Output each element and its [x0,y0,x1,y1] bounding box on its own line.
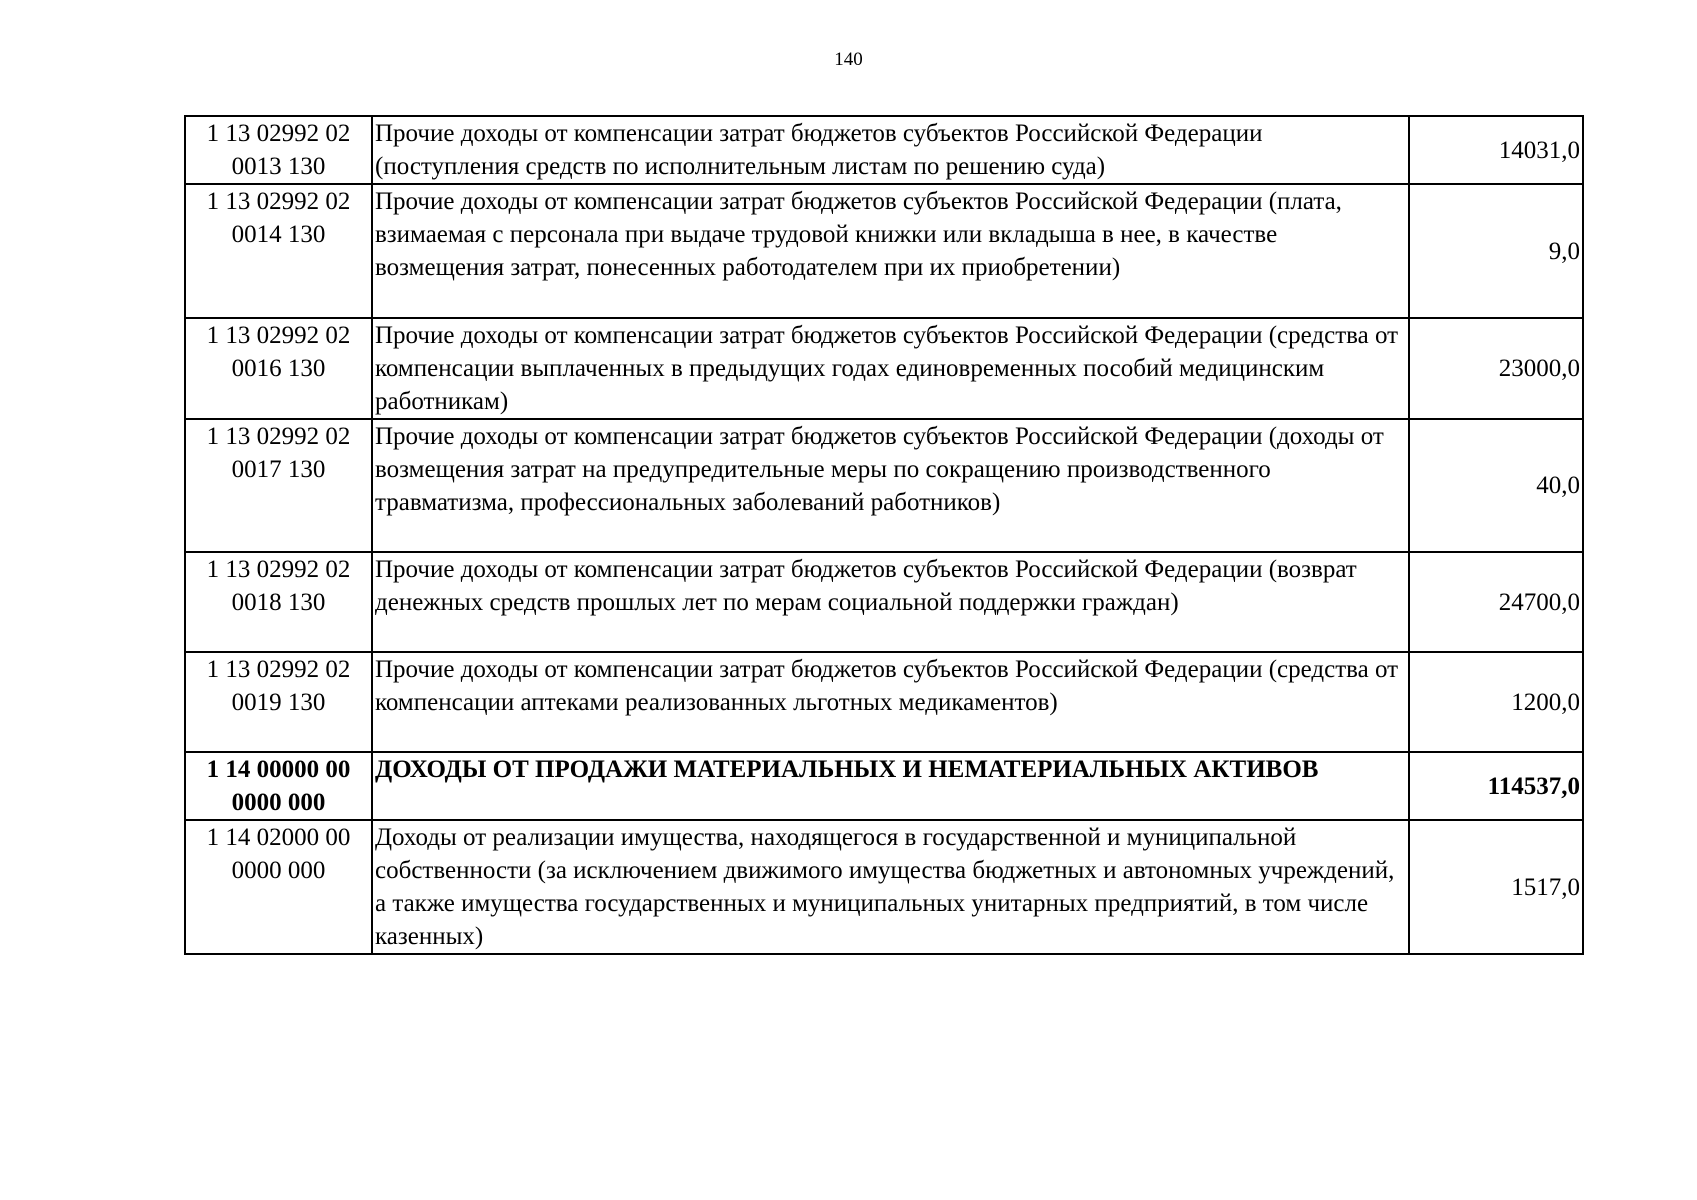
description-cell [372,184,1409,318]
description-text: Прочие доходы от компенсации затрат бюджетов субъектов Российской Федерации (плата, взимаемая с персонала при выдаче трудовой книжки или вкладыша в нее, в качестве возмещения затрат, понесенных работодателем при их приобретении) [375,188,1342,281]
budget-code-line: 0014 130 [231,221,326,248]
description-cell [372,820,1409,954]
amount-cell: 24700,0 [1409,552,1583,652]
description-cell [372,552,1409,652]
table-row [185,820,1583,954]
budget-code-line: 0016 130 [231,355,326,382]
description-text: Доходы от реализации имущества, находящегося в государственной и муниципальной собственности (за исключением движимого имущества бюджетных и автономных учреждений, а также имущества государственных и муниципальных унитарных предприятий, в том числе казенных) [375,824,1395,950]
budget-code-line: 1 13 02992 02 [206,556,351,583]
amount-cell: 114537,0 [1409,752,1583,820]
amount-cell: 23000,0 [1409,318,1583,419]
revenue-table-body [185,116,1583,954]
description-cell [372,419,1409,552]
budget-code-line: 1 14 02000 00 [206,824,351,851]
amount-cell: 1517,0 [1409,820,1583,954]
budget-code-line: 0000 000 [231,789,326,816]
table-row [185,652,1583,752]
description-text: Прочие доходы от компенсации затрат бюджетов субъектов Российской Федерации (средства от компенсации выплаченных в предыдущих годах единовременных пособий медицинским работникам) [375,322,1399,415]
description-cell [372,752,1409,820]
budget-code-cell [185,318,372,419]
revenue-table [184,115,1584,955]
amount-cell: 1200,0 [1409,652,1583,752]
budget-code-line: 0018 130 [231,589,326,616]
budget-code-line: 0019 130 [231,689,326,716]
amount-cell: 9,0 [1409,184,1583,318]
description-cell [372,652,1409,752]
budget-code-line: 1 14 00000 00 [206,756,351,783]
table-row-section-total [185,752,1583,820]
page-number: 140 [834,49,863,70]
description-text: Прочие доходы от компенсации затрат бюджетов субъектов Российской Федерации (средства от компенсации аптеками реализованных льготных медикаментов) [375,656,1399,716]
budget-code-line: 1 13 02992 02 [206,322,351,349]
table-row [185,116,1583,184]
description-text: Прочие доходы от компенсации затрат бюджетов субъектов Российской Федерации (доходы от возмещения затрат на предупредительные меры по сокращению производственного травматизма, профессиональных заболеваний работников) [375,423,1384,516]
budget-code-cell [185,116,372,184]
budget-code-cell [185,820,372,954]
table-row [185,184,1583,318]
description-text: Прочие доходы от компенсации затрат бюджетов субъектов Российской Федерации (возврат денежных средств прошлых лет по мерам социальной поддержки граждан) [375,556,1357,616]
table-row [185,318,1583,419]
table-row [185,552,1583,652]
budget-code-cell [185,184,372,318]
amount-cell: 40,0 [1409,419,1583,552]
description-text: Прочие доходы от компенсации затрат бюджетов субъектов Российской Федерации (поступления средств по исполнительным листам по решению суда) [375,120,1263,180]
budget-code-line: 0000 000 [231,857,326,884]
budget-code-line: 0013 130 [231,153,326,180]
budget-code-line: 1 13 02992 02 [206,656,351,683]
budget-code-line: 1 13 02992 02 [206,423,351,450]
amount-cell: 14031,0 [1409,116,1583,184]
description-cell [372,318,1409,419]
budget-code-cell [185,552,372,652]
budget-code-cell [185,419,372,552]
budget-code-cell [185,752,372,820]
table-row [185,419,1583,552]
budget-code-cell [185,652,372,752]
budget-code-line: 1 13 02992 02 [206,188,351,215]
description-cell [372,116,1409,184]
budget-code-line: 1 13 02992 02 [206,120,351,147]
description-text: ДОХОДЫ ОТ ПРОДАЖИ МАТЕРИАЛЬНЫХ И НЕМАТЕРИАЛЬНЫХ АКТИВОВ [375,756,1319,783]
budget-code-line: 0017 130 [231,456,326,483]
